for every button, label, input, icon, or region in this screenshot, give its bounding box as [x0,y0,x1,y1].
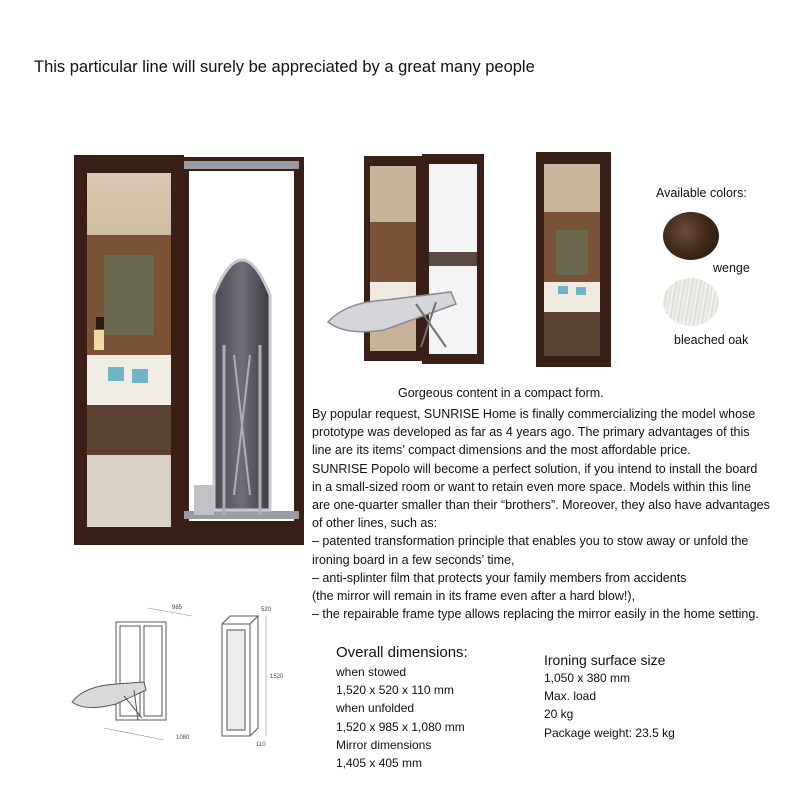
ironing-spec-line: 1,050 x 380 mm [544,671,631,685]
description-body [312,405,797,623]
product-photo-board-unfolded [326,152,486,367]
dim-label-depth-closed: 110 [256,742,266,748]
description-line: By popular request, SUNRISE Home is finally commercializing the model whose [312,407,756,421]
dim-label-depth-open: 1080 [176,735,190,741]
description-line: – anti-splinter film that protects your family members from accidents [312,570,687,585]
description-heading: Gorgeous content in a compact form. [398,386,604,400]
overall-dimensions [336,644,468,772]
ironing-spec-line: 20 kg [544,707,574,722]
headline: This particular line will surely be appreciated by a great many people [34,58,535,76]
dim-label-width-open: 985 [172,605,183,611]
product-photo-closed [536,152,611,367]
technical-drawings [64,600,300,750]
ironing-spec-line: Max. load [544,689,597,704]
description-line: in a small-sized room or want to retain even more space. Models within this line [312,479,752,494]
description-line: (the mirror will remain in its frame even after a hard blow!), [312,589,636,604]
ironing-spec-line: Package weight: 23.5 kg [544,725,675,740]
color-label-bleached-oak: bleached oak [674,333,749,347]
available-colors-title: Available colors: [656,186,747,200]
dim-label-height-closed: 1520 [270,674,284,680]
color-label-wenge: wenge [713,261,750,275]
dimension-line: 1,520 x 985 x 1,080 mm [336,719,465,734]
ironing-surface-specs [544,652,675,742]
description-line: are one-quarter smaller than their “brothers”. Moreover, they also have advantages [312,498,770,513]
description-line: line are its items’ compact dimensions and the most affordable price. [312,443,691,458]
dimension-line: Mirror dimensions [336,737,432,752]
swatch-bleached-oak [663,278,719,326]
description-line: – the repairable frame type allows replacing the mirror easily in the home setting. [312,607,759,622]
ironing-surface-title: Ironing surface size [544,652,666,668]
description-line: of other lines, such as: [312,516,438,531]
swatch-wenge [663,212,719,260]
dimension-line: 1,520 x 520 x 110 mm [336,683,454,698]
description-line: prototype was developed as far as 4 years ago. The primary advantages of this [312,425,750,440]
dimension-line: 1,405 x 405 mm [336,756,423,771]
description-line: ironing board in a few seconds’ time, [312,552,515,567]
dimension-line: when unfolded [336,701,415,716]
overall-dimensions-title: Overall dimensions: [336,644,468,661]
description-line: SUNRISE Popolo will become a perfect solution, if you intend to install the board [312,461,758,476]
dim-label-width-closed: 520 [261,607,272,613]
dimension-line: when stowed [336,665,407,679]
product-photo-open-cabinet [74,155,304,545]
description-line: – patented transformation principle that enables you to stow away or unfold the [312,534,749,549]
